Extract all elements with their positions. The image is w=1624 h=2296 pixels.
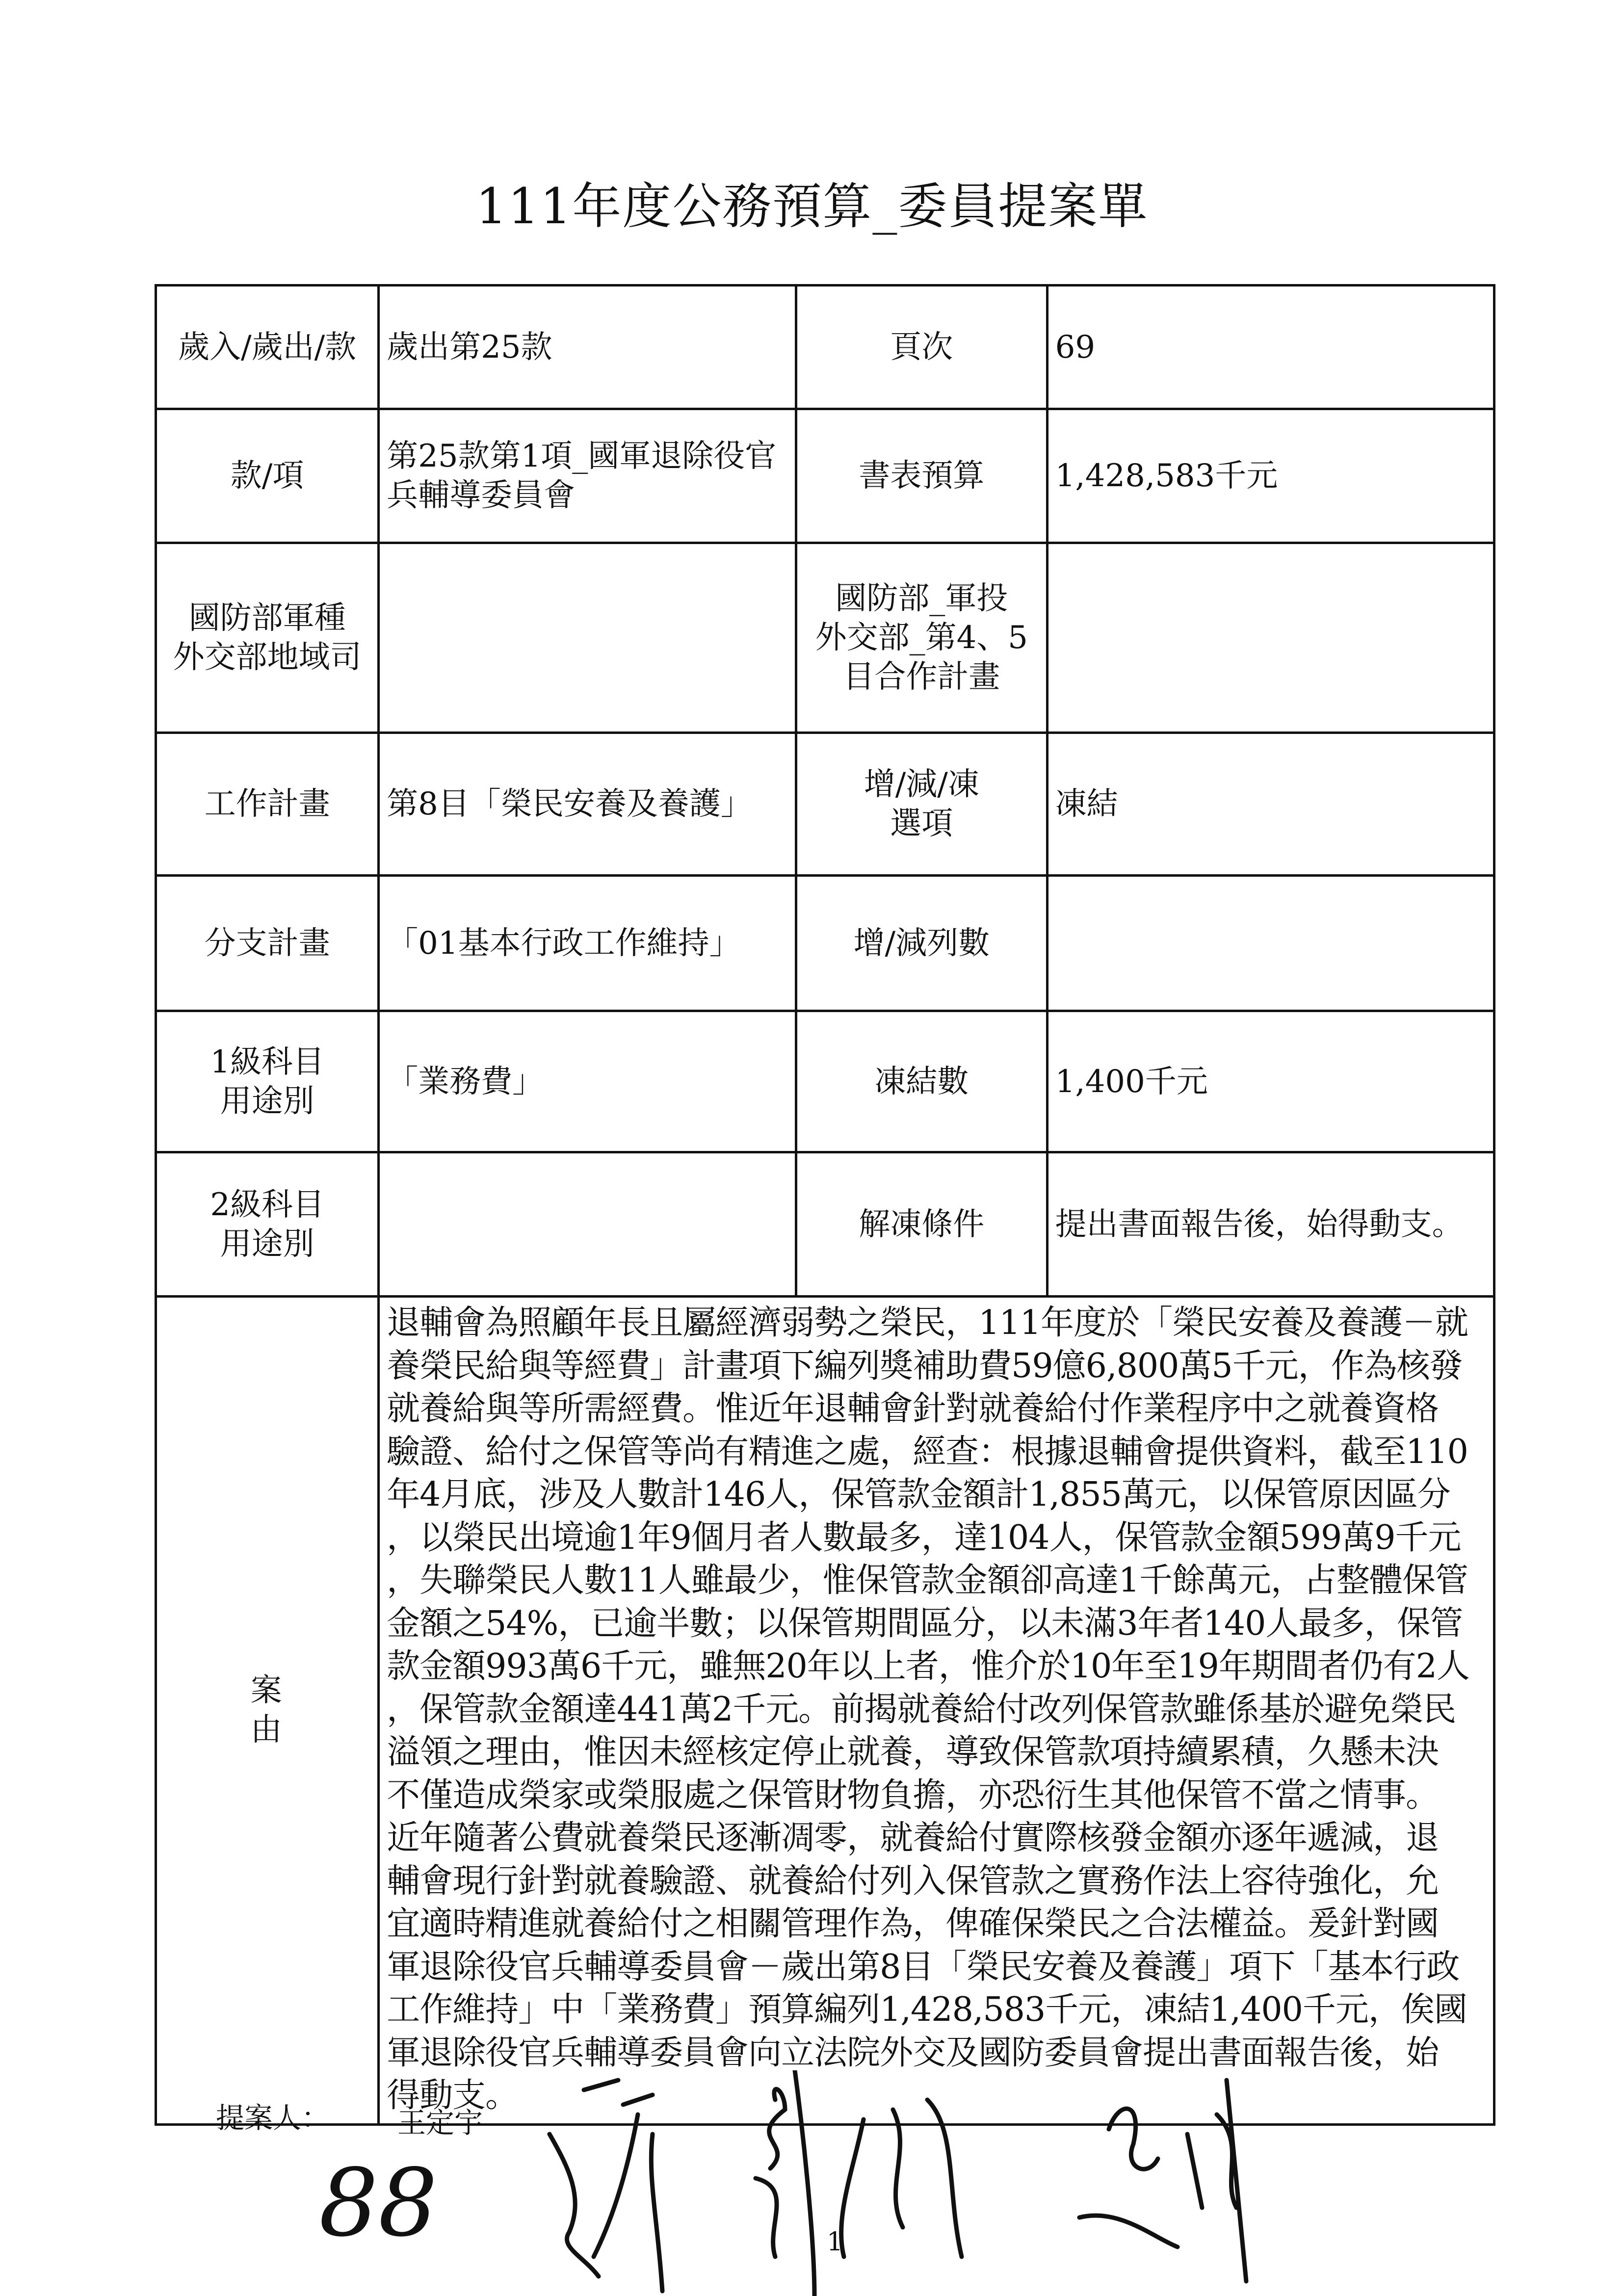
field-label: 國防部_軍投 外交部_第4、5 目合作計畫 bbox=[796, 543, 1047, 733]
field-label: 增/減/凍 選項 bbox=[796, 733, 1047, 876]
field-label: 分支計畫 bbox=[156, 876, 379, 1011]
form-row bbox=[156, 1152, 1494, 1297]
proposer-label: 提案人： bbox=[216, 2101, 330, 2135]
reason-line: ，以榮民出境逾1年9個月者人數最多，達104人，保管款金額599萬9千元 bbox=[387, 1518, 1461, 1557]
reason-line: 年4月底，涉及人數計146人，保管款金額計1,855萬元，以保管原因區分 bbox=[387, 1475, 1450, 1514]
field-value bbox=[379, 543, 796, 733]
field-label: 解凍條件 bbox=[796, 1152, 1047, 1297]
field-label: 1級科目 用途別 bbox=[156, 1011, 379, 1152]
page-number: 1 bbox=[827, 2227, 843, 2257]
field-label: 國防部軍種 外交部地域司 bbox=[156, 543, 379, 733]
reason-label: 案由 bbox=[156, 1297, 379, 2125]
reason-line: 近年隨著公費就養榮民逐漸凋零，就養給付實際核發金額亦逐年遞減，退 bbox=[387, 1819, 1439, 1857]
reason-line: ，失聯榮民人數11人雖最少，惟保管款金額卻高達1千餘萬元，占整體保管 bbox=[387, 1561, 1468, 1600]
reason-line: 宜適時精進就養給付之相關管理作為，俾確保榮民之合法權益。爰針對國 bbox=[387, 1905, 1439, 1943]
reason-line: 金額之54%，已逾半數；以保管期間區分，以未滿3年者140人最多，保管 bbox=[387, 1604, 1463, 1643]
signature-3 bbox=[1079, 2080, 1246, 2281]
reason-line: ，保管款金額達441萬2千元。前揭就養給付改列保管款雖係基於避免榮民 bbox=[387, 1690, 1456, 1729]
form-row bbox=[156, 876, 1494, 1011]
proposal-form-table bbox=[155, 284, 1495, 2126]
field-label: 款/項 bbox=[156, 409, 379, 543]
page-title: 111年度公務預算_委員提案單 bbox=[475, 178, 1149, 235]
field-value: 1,428,583千元 bbox=[1047, 409, 1494, 543]
reason-line: 輔會現行針對就養驗證、就養給付列入保管款之實務作法上容待強化，允 bbox=[387, 1861, 1439, 1901]
field-value bbox=[1047, 543, 1494, 733]
field-label: 增/減列數 bbox=[796, 876, 1047, 1011]
form-row bbox=[156, 286, 1494, 409]
form-row bbox=[156, 1011, 1494, 1152]
reason-line: 工作維持」中「業務費」預算編列1,428,583千元，凍結1,400千元，俟國 bbox=[387, 1990, 1467, 2029]
reason-text bbox=[379, 1297, 1494, 2125]
reason-line: 軍退除役官兵輔導委員會－歲出第8目「榮民安養及養護」項下「基本行政 bbox=[387, 1947, 1460, 1986]
handwritten-number: 88 bbox=[319, 2149, 438, 2257]
reason-line: 驗證、給付之保管等尚有精進之處，經查：根據退輔會提供資料，截至110 bbox=[387, 1432, 1468, 1471]
reason-line: 款金額993萬6千元，雖無20年以上者，惟介於10年至19年期間者仍有2人 bbox=[387, 1647, 1470, 1686]
field-value: 第25款第1項_國軍退除役官兵輔導委員會 bbox=[379, 409, 796, 543]
proposer-name: 王定宇 bbox=[397, 2106, 483, 2139]
signature-1 bbox=[550, 2080, 662, 2291]
reason-row bbox=[156, 1297, 1494, 2125]
field-value: 凍結 bbox=[1047, 733, 1494, 876]
reason-line: 得動支。 bbox=[387, 2076, 519, 2115]
field-label: 工作計畫 bbox=[156, 733, 379, 876]
reason-line: 就養給與等所需經費。惟近年退輔會針對就養給付作業程序中之就養資格 bbox=[387, 1389, 1439, 1428]
field-label: 書表預算 bbox=[796, 409, 1047, 543]
field-label: 凍結數 bbox=[796, 1011, 1047, 1152]
field-value: 1,400千元 bbox=[1047, 1011, 1494, 1152]
field-label: 歲入/歲出/款 bbox=[156, 286, 379, 409]
signature-2 bbox=[756, 2070, 962, 2296]
form-row bbox=[156, 409, 1494, 543]
field-value: 「01基本行政工作維持」 bbox=[379, 876, 796, 1011]
form-row bbox=[156, 733, 1494, 876]
form-row bbox=[156, 543, 1494, 733]
reason-line: 溢領之理由，惟因未經核定停止就養，導致保管款項持續累積，久懸未決 bbox=[387, 1733, 1439, 1772]
reason-line: 退輔會為照顧年長且屬經濟弱勢之榮民，111年度於「榮民安養及養護－就 bbox=[387, 1304, 1468, 1342]
reason-line: 軍退除役官兵輔導委員會向立法院外交及國防委員會提出書面報告後，始 bbox=[387, 2033, 1439, 2072]
field-label: 頁次 bbox=[796, 286, 1047, 409]
field-value: 「業務費」 bbox=[379, 1011, 796, 1152]
field-value: 69 bbox=[1047, 286, 1494, 409]
field-value: 歲出第25款 bbox=[379, 286, 796, 409]
field-value bbox=[1047, 876, 1494, 1011]
field-value: 提出書面報告後，始得動支。 bbox=[1047, 1152, 1494, 1297]
field-label: 2級科目 用途別 bbox=[156, 1152, 379, 1297]
reason-line: 不僅造成榮家或榮服處之保管財物負擔，亦恐衍生其他保管不當之情事。 bbox=[387, 1775, 1439, 1815]
field-value: 第8目「榮民安養及養護」 bbox=[379, 733, 796, 876]
field-value bbox=[379, 1152, 796, 1297]
signatures bbox=[540, 2070, 1570, 2296]
reason-line: 養榮民給與等經費」計畫項下編列獎補助費59億6,800萬5千元，作為核發 bbox=[387, 1346, 1463, 1385]
